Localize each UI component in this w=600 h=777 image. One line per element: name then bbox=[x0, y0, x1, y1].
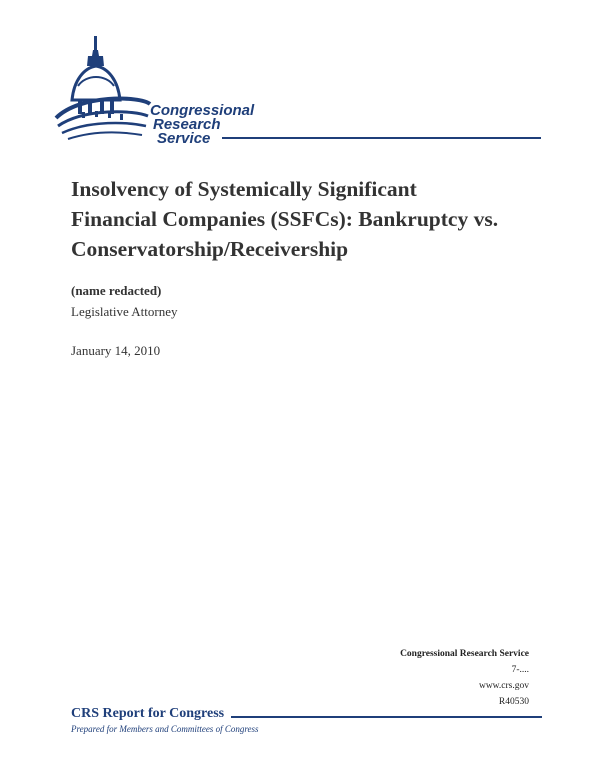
author-role: Legislative Attorney bbox=[71, 304, 178, 319]
author-name: (name redacted) bbox=[71, 283, 162, 298]
crs-website[interactable]: www.crs.gov bbox=[478, 681, 529, 691]
crs-info-block bbox=[400, 646, 529, 710]
footer-subtitle: Prepared for Members and Committees of Congress bbox=[71, 724, 259, 734]
report-title bbox=[71, 174, 571, 264]
capitol-dome-icon bbox=[56, 36, 150, 139]
report-date: January 14, 2010 bbox=[71, 343, 161, 358]
crs-org-name: Congressional Research Service bbox=[400, 649, 529, 659]
title-line: Insolvency of Systemically Significant bbox=[71, 177, 417, 201]
crs-logo bbox=[0, 0, 600, 160]
footer-rule bbox=[231, 716, 542, 718]
crs-report-number: R40530 bbox=[498, 697, 529, 707]
title-line: Financial Companies (SSFCs): Bankruptcy vs. bbox=[71, 207, 499, 231]
logo-line-service: Service bbox=[157, 130, 211, 147]
crs-phone: 7-.... bbox=[511, 665, 529, 675]
logo-line-congressional: Congressional bbox=[150, 102, 255, 119]
title-line: Conservatorship/Receivership bbox=[71, 237, 349, 261]
footer-title: CRS Report for Congress bbox=[71, 706, 225, 721]
logo-line-research: Research bbox=[153, 116, 221, 133]
